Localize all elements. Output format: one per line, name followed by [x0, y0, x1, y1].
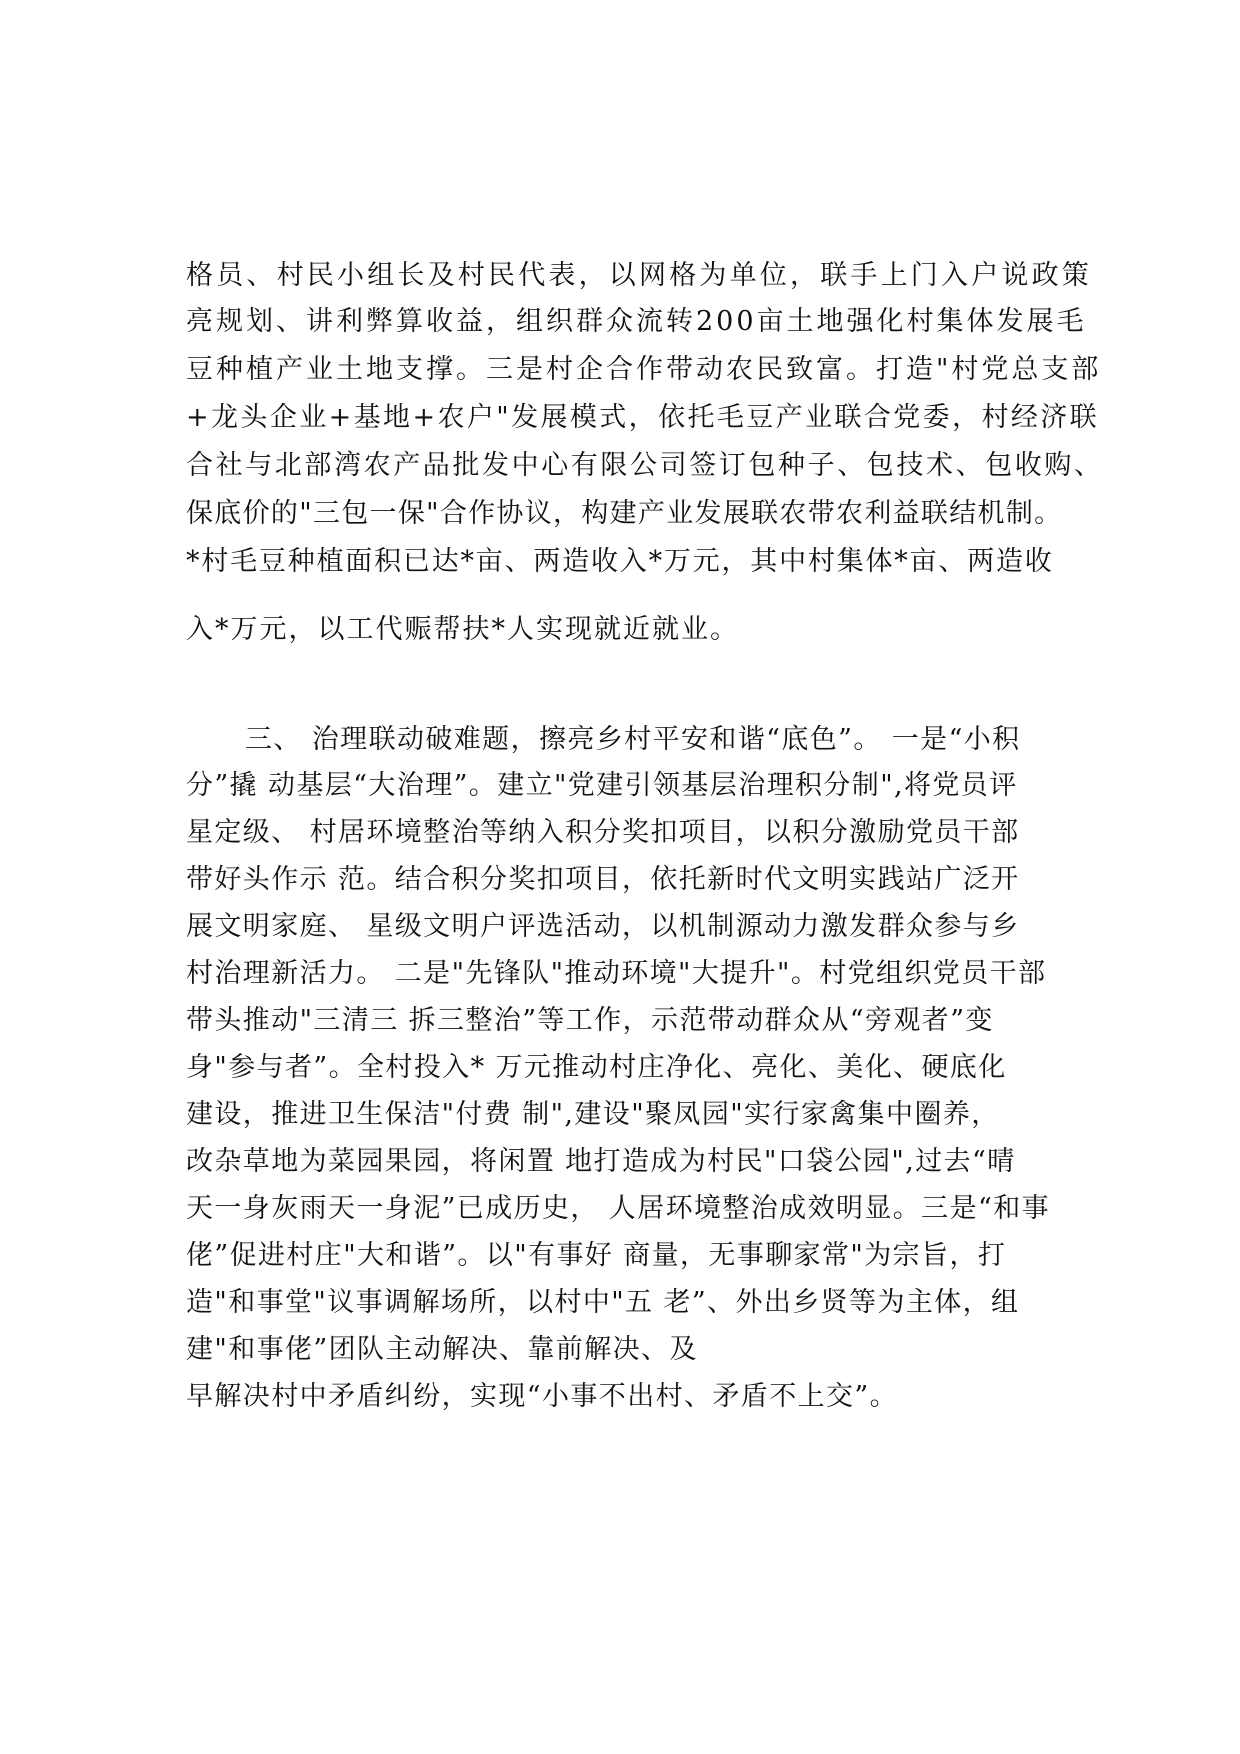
text-line: 豆种植产业土地支撑。三是村企合作带动农民致富。打造"村党总支部 [186, 354, 1102, 385]
text-line: 建设，推进卫生保洁"付费 制",建设"聚凤园"实行家禽集中圈养， [186, 1099, 1000, 1130]
text-line: 星定级、 村居环境整治等纳入积分奖扣项目，以积分激励党员干部 [186, 817, 1020, 848]
text-line: 格员、村民小组长及村民代表，以网格为单位，联手上门入户说政策 [186, 260, 1092, 291]
text-line: 展文明家庭、 星级文明户评选活动，以机制源动力激发群众参与乡 [186, 911, 1020, 942]
text-line: 天一身灰雨天一身泥”已成历史， 人居环境整治成效明显。三是“和事 [186, 1193, 1050, 1224]
text-line: +龙头企业+基地+农户"发展模式，依托毛豆产业联合党委，村经济联 [186, 402, 1100, 433]
text-line: 佬”促进村庄"大和谐”。以"有事好 商量，无事聊家常"为宗旨，打 [186, 1240, 1007, 1271]
text-line: 亮规划、讲利弊算收益，组织群众流转200亩土地强化村集体发展毛 [186, 306, 1087, 337]
text-line: 身"参与者”。全村投入* 万元推动村庄净化、亮化、美化、硬底化 [186, 1052, 1007, 1083]
text-line: 村治理新活力。 二是"先锋队"推动环境"大提升"。村党组织党员干部 [186, 958, 1047, 989]
text-line: 分”撬 动基层“大治理”。建立"党建引领基层治理积分制",将党员评 [186, 770, 1018, 801]
text-line: 造"和事堂"议事调解场所，以村中"五 老”、外出乡贤等为主体，组 [186, 1287, 1020, 1318]
text-line: 合社与北部湾农产品批发中心有限公司签订包种子、包技术、包收购、 [186, 450, 1104, 481]
text-line: 保底价的"三包一保"合作协议，构建产业发展联农带农利益联结机制。 [186, 498, 1063, 529]
text-line: 带头推动"三清三 拆三整治”等工作，示范带动群众从“旁观者”变 [186, 1005, 994, 1036]
text-line: 早解决村中矛盾纠纷，实现“小事不出村、矛盾不上交”。 [186, 1381, 899, 1412]
text-line: 入*万元，以工代赈帮扶*人实现就近就业。 [186, 614, 739, 645]
section-heading-line: 三、 治理联动破难题，擦亮乡村平安和谐“底色”。 一是“小积 [245, 724, 1021, 755]
text-line: *村毛豆种植面积已达*亩、两造收入*万元，其中村集体*亩、两造收 [186, 546, 1054, 577]
text-line: 带好头作示 范。结合积分奖扣项目，依托新时代文明实践站广泛开 [186, 864, 1020, 895]
text-line: 改杂草地为菜园果园，将闲置 地打造成为村民"口袋公园",过去“晴 [186, 1146, 1016, 1177]
text-line: 建"和事佬”团队主动解决、靠前解决、及 [186, 1334, 698, 1365]
